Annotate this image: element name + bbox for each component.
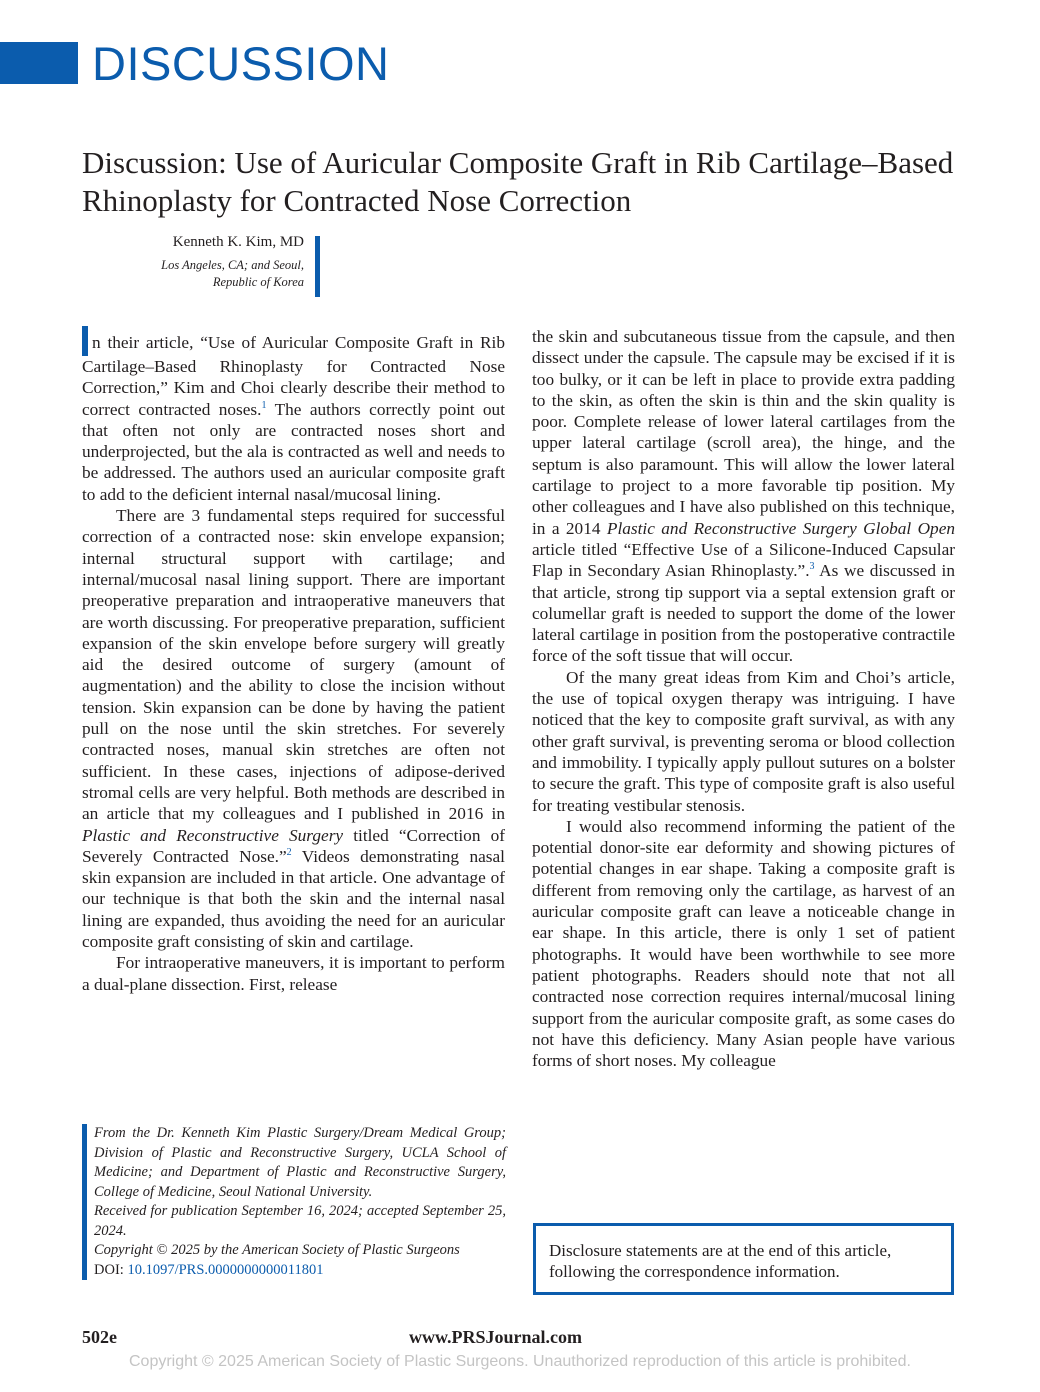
paragraph-2-text-a: There are 3 fundamental steps required for successful correction of a contracted nose: skin envelope expansion; internal structural support with cartilage; and internal/mucosal nasal lining support. There are important preoperative preparation and intraoperative maneuvers that are worth discussing. For preoperative preparation, sufficient expansion of the skin envelope before surgery will greatly aid the desired outcome of surgery (amount of augmentation) and the ability to close the incision without tension. Skin expansion can be done by having the patient pull on the nose until the skin stretches. For severely contracted noses, manual skin stretches are often not sufficient. In these cases, injections of adipose-derived stromal cells are very helpful. Both methods are described in an article that my colleagues and I published in 2016 in	[82, 506, 505, 824]
paragraph-5: I would also recommend informing the patient of the potential donor-site ear deformity and showing pictures of potential changes in ear shape. Taking a composite graft is different from removing only the cartilage, as harvest of an auricular composite graft can leave a noticeable change in ear shape. In this article, there is only 1 set of patient photographs. It would have been worthwhile to see more patient photographs. Readers should note that not all contracted nose correction requires internal/mucosal lining support from the auricular composite graft, as some cases do not have this deficiency. Many Asian people have various forms of short noses. My colleague	[532, 816, 955, 1071]
footnote-affiliations: From the Dr. Kenneth Kim Plastic Surgery/Dream Medical Group; Division of Plastic and Reconstructive Surgery, UCLA School of Medicine; and Department of Plastic and Reconstructive Surgery, College of Medicine, Seoul National University.	[94, 1125, 506, 1200]
copyright-notice: Copyright © 2025 American Society of Plastic Surgeons. Unauthorized reproduction of this article is prohibited.	[129, 1353, 911, 1370]
body-column-right	[532, 326, 955, 1071]
paragraph-2-text-c: Videos demonstrating nasal skin expansion are included in that article. One advantage of our technique is that both the skin and the internal nasal lining are expanded, thus avoiding the need for an auricular composite graft consisting of skin and cartilage.	[82, 846, 505, 952]
body-column-left	[82, 326, 505, 995]
journal-name-italic: Plastic and Reconstructive Surgery	[82, 825, 344, 845]
article-title: Discussion: Use of Auricular Composite Graft in Rib Cartilage–Based Rhinoplasty for Contracted Nose Correction	[82, 145, 954, 218]
author-accent-bar	[315, 236, 320, 297]
paragraph-2	[82, 505, 505, 952]
footnote-doi	[94, 1261, 506, 1281]
paragraph-3-continued: the skin and subcutaneous tissue from the capsule, and then dissect under the capsule. The capsule may be excised if it is too bulky, or it can be left in place to provide extra padding to the skin, as often the skin is thin and the skin quality is poor. Complete release of lower lateral cartilages from the upper lateral cartilage (scroll area), the hinge, and the septum is also paramount. This will allow the lower lateral cartilage to project to a more favorable tip position. My other colleagues and I have also published on this technique, in a 2014 Plastic and Reconstructive Surgery Global Open article titled “Effective Use of a Silicone-Induced Capsular Flap in Secondary Asian Rhinoplasty.”.$^3$ As we discussed in that article, strong tip support via a septal extension graft or columellar graft is needed to support the dome of the lower lateral cartilage in position from the postoperative contractile force of the soft tissue that will occur.	[532, 327, 956, 666]
drop-cap-bar	[82, 326, 88, 356]
paragraph-4: Of the many great ideas from Kim and Choi’s article, the use of topical oxygen therapy was intriguing. I have noticed that the key to composite graft survival, as with any other graft survival, is preventing seroma or blood collection and immobility. I typically apply pullout sutures on a bolster to secure the graft. This type of composite graft is also useful for treating vestibular stenosis.	[532, 667, 955, 815]
footnote-received: Received for publication September 16, 2024; accepted September 25, 2024.	[94, 1203, 506, 1239]
paragraph-1-text-a: n their article, “Use of Auricular Composite Graft in Rib Cartilage–Based Rhinoplasty for Contracted Nose Correction,” Kim and Choi clearly describe their method to correct contracted noses.	[82, 333, 505, 419]
affiliation-line-2: Republic of Korea	[212, 275, 304, 289]
disclosure-box: Disclosure statements are at the end of this article, following the correspondence information.	[533, 1223, 954, 1295]
paragraph-3-start: For intraoperative maneuvers, it is important to perform a dual-plane dissection. First, release	[82, 953, 505, 994]
paragraph-2-text-b: titled “Correction of Severely Contracted Nose.”	[82, 825, 505, 866]
journal-name-italic-2: Plastic and Reconstructive Surgery Global Open	[606, 518, 956, 538]
footnote-copyright: Copyright © 2025 by the American Society of Plastic Surgeons	[94, 1242, 460, 1258]
author-block	[120, 232, 304, 291]
article-footnote	[82, 1124, 506, 1280]
paragraph-1-text-b: The authors correctly point out that often not only are contracted noses short and underprojected, but the ala is contracted as well and needs to be addressed. The authors used an auricular composite graft to add to the deficient internal nasal/mucosal lining.	[82, 399, 505, 504]
paragraph-1	[82, 326, 505, 505]
paragraph-3-text-c: As we discussed in that article, strong tip support via a septal extension graft or columellar graft is needed to support the dome of the lower lateral cartilage in position from the postoperative contractile force of the soft tissue that will occur.	[532, 561, 955, 666]
paragraph-3-text-b: article titled “Effective Use of a Silicone-Induced Capsular Flap in Secondary Asian Rhinoplasty.”.	[532, 539, 955, 581]
section-heading: DISCUSSION	[92, 37, 390, 90]
section-accent-bar	[0, 42, 78, 84]
author-affiliation	[120, 257, 304, 291]
page-number: 502e	[82, 1327, 117, 1347]
doi-label: DOI:	[94, 1261, 128, 1278]
reference-link-1[interactable]: 1	[261, 399, 267, 411]
affiliation-line-1: Los Angeles, CA; and Seoul,	[161, 258, 304, 272]
author-name: Kenneth K. Kim, MD	[172, 234, 304, 250]
reference-link-3[interactable]: 3	[809, 561, 815, 573]
doi-link[interactable]: 10.1097/PRS.0000000000011801	[127, 1261, 324, 1278]
journal-url[interactable]: www.PRSJournal.com	[409, 1327, 583, 1347]
reference-link-2[interactable]: 2	[286, 847, 292, 859]
